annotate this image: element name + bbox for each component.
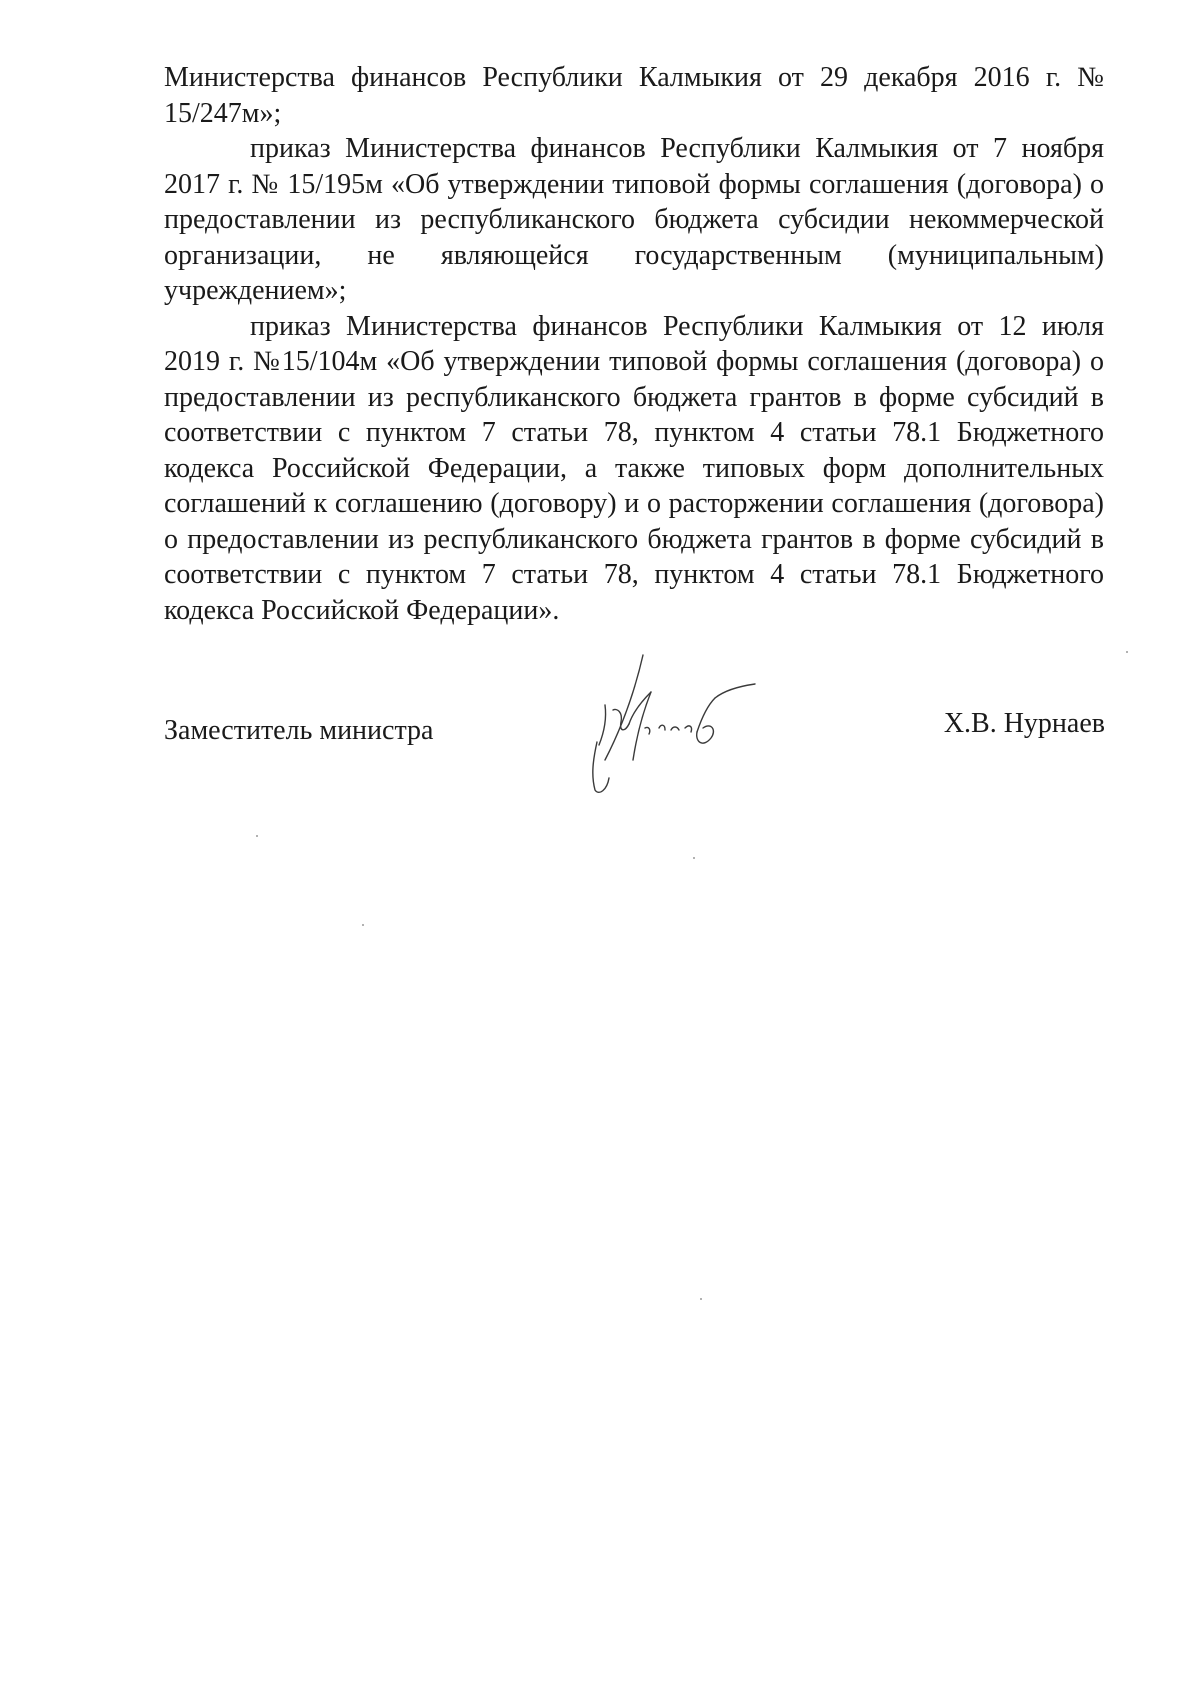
scan-speck	[1126, 651, 1128, 653]
document-body	[164, 60, 1104, 628]
paragraph-continuation: Министерства финансов Республики Калмыкия от 29 декабря 2016 г. № 15/247м»;	[164, 62, 1104, 129]
paragraph-order-2019: приказ Министерства финансов Республики Калмыкия от 12 июля 2019 г. №15/104м «Об утверждении типовой формы соглашения (договора) о предоставлении из республиканского бюджета грантов в форме субсидий в соответствии с пунктом 7 статьи 78, пунктом 4 статьи 78.1 Бюджетного кодекса Российской Федерации, а также типовых форм дополнительных соглашений к соглашению (договору) и о расторжении соглашения (договора) о предоставлении из республиканского бюджета грантов в форме субсидий в соответствии с пунктом 7 статьи 78, пунктом 4 статьи 78.1 Бюджетного кодекса Российской Федерации».	[164, 310, 1104, 626]
scan-speck	[693, 857, 695, 859]
scan-speck	[700, 1298, 702, 1300]
handwritten-signature	[585, 650, 775, 800]
scan-speck	[256, 835, 258, 837]
scan-speck	[362, 924, 364, 926]
signatory-name: Х.В. Нурнаев	[943, 708, 1105, 739]
paragraph-order-2017: приказ Министерства финансов Республики Калмыкия от 7 ноября 2017 г. № 15/195м «Об утверждении типовой формы соглашения (договора) о предоставлении из республиканского бюджета субсидии некоммерческой организации, не являющейся государственным (муниципальным) учреждением»;	[164, 133, 1104, 306]
signatory-position: Заместитель министра	[164, 715, 434, 746]
